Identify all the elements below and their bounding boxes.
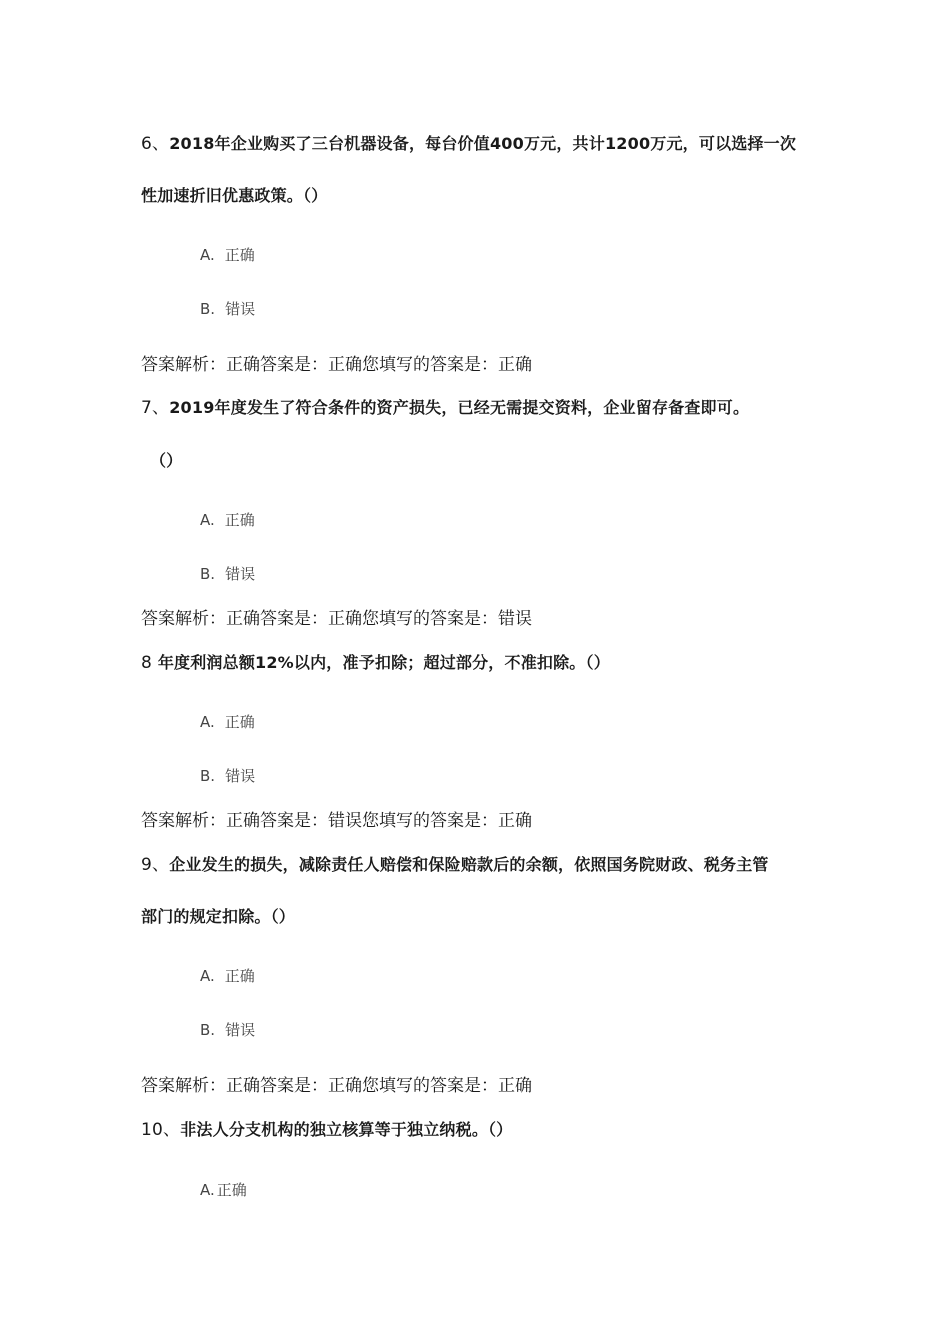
- question-9-number: 9、: [141, 855, 170, 875]
- question-7-number: 7、: [141, 398, 170, 418]
- question-9-analysis: 答案解析：正确答案是：正确您填写的答案是：正确: [141, 1076, 532, 1096]
- question-7-line-1: [141, 398, 749, 418]
- question-7-option-a[interactable]: [200, 510, 255, 530]
- option-text: 正确: [224, 713, 255, 731]
- question-8-option-a[interactable]: [200, 712, 255, 732]
- question-7-analysis: 答案解析：正确答案是：正确您填写的答案是：错误: [141, 609, 532, 629]
- question-6-option-a[interactable]: [200, 245, 255, 265]
- option-text: 错误: [225, 300, 256, 318]
- question-6-analysis: 答案解析：正确答案是：正确您填写的答案是：正确: [141, 355, 532, 375]
- question-9-option-b[interactable]: [200, 1020, 255, 1040]
- option-text: 错误: [225, 767, 256, 785]
- question-8-analysis: 答案解析：正确答案是：错误您填写的答案是：正确: [141, 811, 532, 831]
- option-text: 正确: [216, 1181, 247, 1199]
- question-6-option-b[interactable]: [200, 299, 255, 319]
- option-text: 错误: [225, 1021, 256, 1039]
- question-9-line-2: 部门的规定扣除。（）: [141, 907, 296, 926]
- question-8-option-b[interactable]: [200, 766, 255, 786]
- question-8-line-1: [141, 653, 610, 673]
- question-7-text: 2019年度发生了符合条件的资产损失，已经无需提交资料，企业留存备查即可。: [169, 398, 750, 417]
- option-letter: B.: [200, 1021, 216, 1039]
- question-10-text: 非法人分支机构的独立核算等于独立纳税。（）: [180, 1120, 513, 1139]
- question-10-option-a[interactable]: [200, 1180, 247, 1200]
- question-6-number: 6、: [141, 134, 170, 154]
- question-10-line-1: [141, 1120, 512, 1140]
- option-letter: A.: [200, 967, 215, 985]
- question-8-text: 年度利润总额12%以内，准予扣除；超过部分，不准扣除。（）: [157, 653, 610, 672]
- question-6-line-1: [141, 134, 796, 154]
- question-10-number: 10、: [141, 1120, 181, 1140]
- option-letter: A.: [200, 1181, 215, 1199]
- option-text: 正确: [224, 511, 255, 529]
- option-letter: A.: [200, 246, 215, 264]
- question-6-text: 2018年企业购买了三台机器设备，每台价值400万元，共计1200万元，可以选择一次: [169, 134, 797, 153]
- option-letter: B.: [200, 300, 216, 318]
- question-7-line-2: （）: [150, 451, 183, 470]
- question-6-line-2: 性加速折旧优惠政策。（）: [141, 186, 328, 205]
- question-9-line-1: [141, 855, 769, 875]
- option-text: 正确: [224, 967, 255, 985]
- option-letter: A.: [200, 713, 215, 731]
- option-text: 正确: [224, 246, 255, 264]
- question-8-number: 8: [141, 653, 153, 673]
- question-9-option-a[interactable]: [200, 966, 255, 986]
- question-9-text: 企业发生的损失，减除责任人赔偿和保险赔款后的余额，依照国务院财政、税务主管: [169, 855, 769, 874]
- option-letter: A.: [200, 511, 215, 529]
- option-letter: B.: [200, 767, 216, 785]
- question-7-option-b[interactable]: [200, 564, 255, 584]
- option-letter: B.: [200, 565, 216, 583]
- option-text: 错误: [225, 565, 256, 583]
